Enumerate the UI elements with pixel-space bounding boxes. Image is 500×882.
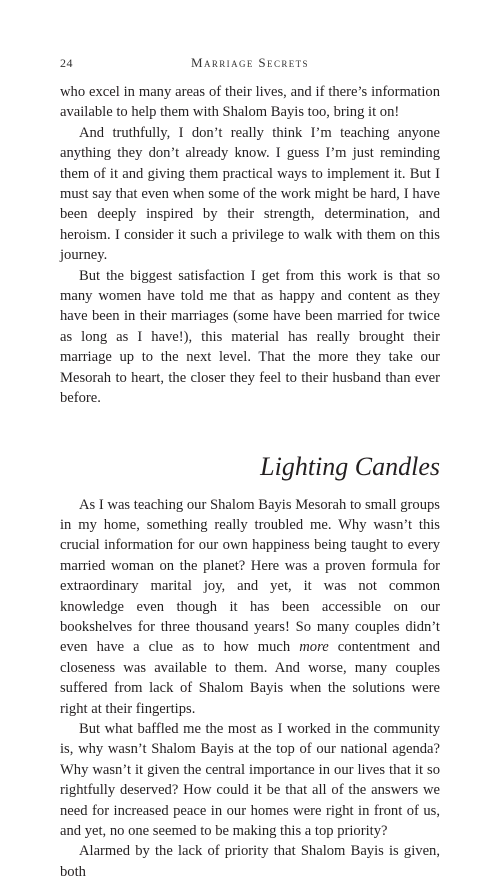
page-number: 24 [60,56,73,70]
emphasis-text: more [299,639,329,656]
body-text [60,82,440,882]
paragraph: But what baffled me the most as I worked in the community is, why wasn’t Shalom Bayis at the top of our national agenda? Why wasn’t it given the central importance in our lives that it so rightfully deserved? How could it be that all of the answers we need for increased peace in our homes were right in front of us, and yet, no one seemed to be making this a top priority? [60,720,440,839]
paragraph [60,495,440,719]
paragraph: And truthfully, I don’t really think I’m teaching anyone anything they don’t already know. I guess I’m just reminding them of it and giving them practical ways to implement it. But I must say that even when some of the work might be hard, I have been deeply inspired by their strength, determination, and heroism. I consider it such a privilege to walk with them on this journey. [60,124,440,264]
section-heading: Lighting Candles [260,451,440,481]
paragraph-text: contentment and closeness was available to them. And worse, many couples suffered from lack of Shalom Bayis when the solutions were right at their fingertips. [60,639,440,717]
paragraph: But the biggest satisfaction I get from this work is that so many women have told me that as happy and content as they have been in their marriages (some have been married for twice as long as I have!), this material has really brought their marriage up to the next level. That the more they take our Mesorah to heart, the closer they feel to their husband than ever before. [60,267,440,407]
running-title: Marriage Secrets [191,55,309,70]
paragraph-text: As I was teaching our Shalom Bayis Mesorah to small groups in my home, something really troubled me. Why wasn’t this crucial information for our own happiness being taught to every married woman on the planet? Here was a proven formula for extraordinary marital joy, and yet, it was not common knowledge even though it has been accessible on our bookshelves for three thousand years! So many couples didn’t even have a clue as to how much [60,496,440,656]
running-head [56,55,444,71]
paragraph: who excel in many areas of their lives, and if there’s information available to help them with Shalom Bayis too, bring it on! [60,84,440,121]
paragraph: Alarmed by the lack of priority that Shalom Bayis is given, both [60,843,440,880]
